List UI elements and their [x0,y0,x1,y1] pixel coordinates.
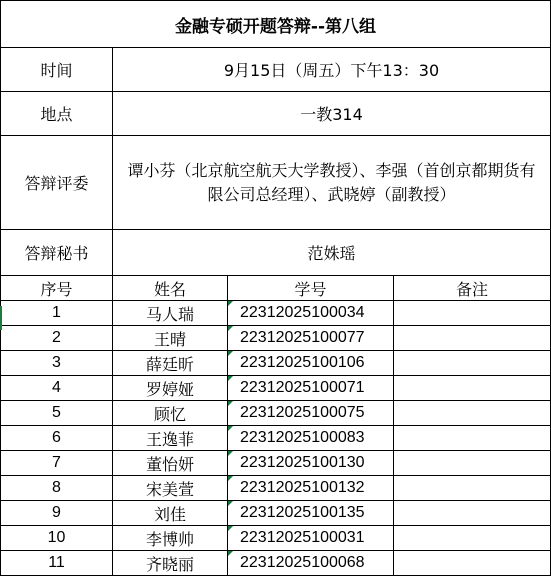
name-cell[interactable]: 宋美萱 [113,476,228,501]
seq-cell[interactable]: 7 [1,451,113,476]
text-number-indicator-icon [228,551,233,556]
student-id-cell[interactable] [228,351,394,376]
column-header-seq[interactable]: 序号 [1,276,113,301]
text-number-indicator-icon [228,326,233,331]
time-value[interactable]: 9月15日（周五）下午13：30 [113,48,551,92]
student-id-text: 22312025100071 [240,379,365,396]
judges-label[interactable]: 答辩评委 [1,136,113,230]
table-row [1,526,551,551]
sheet-title[interactable]: 金融专硕开题答辩--第八组 [1,1,551,48]
seq-cell[interactable]: 10 [1,526,113,551]
cell-selection-marker [0,306,2,330]
note-cell[interactable] [394,501,551,526]
student-id-cell[interactable] [228,526,394,551]
student-id-cell[interactable] [228,426,394,451]
student-id-cell[interactable] [228,401,394,426]
note-cell[interactable] [394,326,551,351]
student-id-cell[interactable] [228,376,394,401]
student-id-text: 22312025100077 [240,329,365,346]
seq-cell[interactable]: 8 [1,476,113,501]
table-row [1,401,551,426]
student-id-cell[interactable] [228,501,394,526]
note-cell[interactable] [394,401,551,426]
name-cell[interactable]: 王晴 [113,326,228,351]
note-cell[interactable] [394,351,551,376]
student-id-text: 22312025100068 [240,554,365,571]
column-header-note[interactable]: 备注 [394,276,551,301]
name-cell[interactable]: 董怡妍 [113,451,228,476]
text-number-indicator-icon [228,301,233,306]
table-row [1,301,551,326]
text-number-indicator-icon [228,376,233,381]
time-label[interactable]: 时间 [1,48,113,92]
table-row [1,351,551,376]
student-id-text: 22312025100132 [240,479,365,496]
table-row [1,451,551,476]
student-id-cell[interactable] [228,326,394,351]
note-cell[interactable] [394,426,551,451]
table-row [1,376,551,401]
place-value[interactable]: 一教314 [113,92,551,136]
student-id-cell[interactable] [228,301,394,326]
table-row [1,501,551,526]
place-label[interactable]: 地点 [1,92,113,136]
name-cell[interactable]: 王逸菲 [113,426,228,451]
name-cell[interactable]: 罗婷娅 [113,376,228,401]
note-cell[interactable] [394,551,551,576]
student-id-text: 22312025100083 [240,429,365,446]
name-cell[interactable]: 齐晓丽 [113,551,228,576]
secretary-value[interactable]: 范姝瑶 [113,230,551,276]
name-cell[interactable]: 顾忆 [113,401,228,426]
seq-cell[interactable]: 11 [1,551,113,576]
student-id-cell[interactable] [228,451,394,476]
column-header-name[interactable]: 姓名 [113,276,228,301]
student-id-text: 22312025100075 [240,404,365,421]
text-number-indicator-icon [228,351,233,356]
student-id-text: 22312025100106 [240,354,365,371]
column-header-row [1,276,551,301]
name-cell[interactable]: 薛廷昕 [113,351,228,376]
column-header-id[interactable]: 学号 [228,276,394,301]
student-id-cell[interactable] [228,551,394,576]
student-id-text: 22312025100135 [240,504,365,521]
secretary-label[interactable]: 答辩秘书 [1,230,113,276]
name-cell[interactable]: 李博帅 [113,526,228,551]
note-cell[interactable] [394,376,551,401]
note-cell[interactable] [394,451,551,476]
seq-cell[interactable]: 9 [1,501,113,526]
seq-cell[interactable]: 3 [1,351,113,376]
seq-cell[interactable]: 5 [1,401,113,426]
table-row [1,551,551,576]
text-number-indicator-icon [228,401,233,406]
note-cell[interactable] [394,526,551,551]
note-cell[interactable] [394,301,551,326]
seq-cell[interactable]: 1 [1,301,113,326]
student-id-cell[interactable] [228,476,394,501]
name-cell[interactable]: 刘佳 [113,501,228,526]
student-id-text: 22312025100031 [240,529,365,546]
seq-cell[interactable]: 4 [1,376,113,401]
student-id-text: 22312025100034 [240,304,365,321]
student-rows [1,301,551,576]
text-number-indicator-icon [228,501,233,506]
table-row [1,476,551,501]
text-number-indicator-icon [228,426,233,431]
text-number-indicator-icon [228,451,233,456]
seq-cell[interactable]: 2 [1,326,113,351]
table-row [1,426,551,451]
name-cell[interactable]: 马人瑞 [113,301,228,326]
seq-cell[interactable]: 6 [1,426,113,451]
text-number-indicator-icon [228,476,233,481]
note-cell[interactable] [394,476,551,501]
student-id-text: 22312025100130 [240,454,365,471]
table-row [1,326,551,351]
text-number-indicator-icon [228,526,233,531]
judges-value[interactable]: 谭小芬（北京航空航天大学教授）、李强（首创京都期货有限公司总经理）、武晓婷（副教授） [113,136,551,230]
